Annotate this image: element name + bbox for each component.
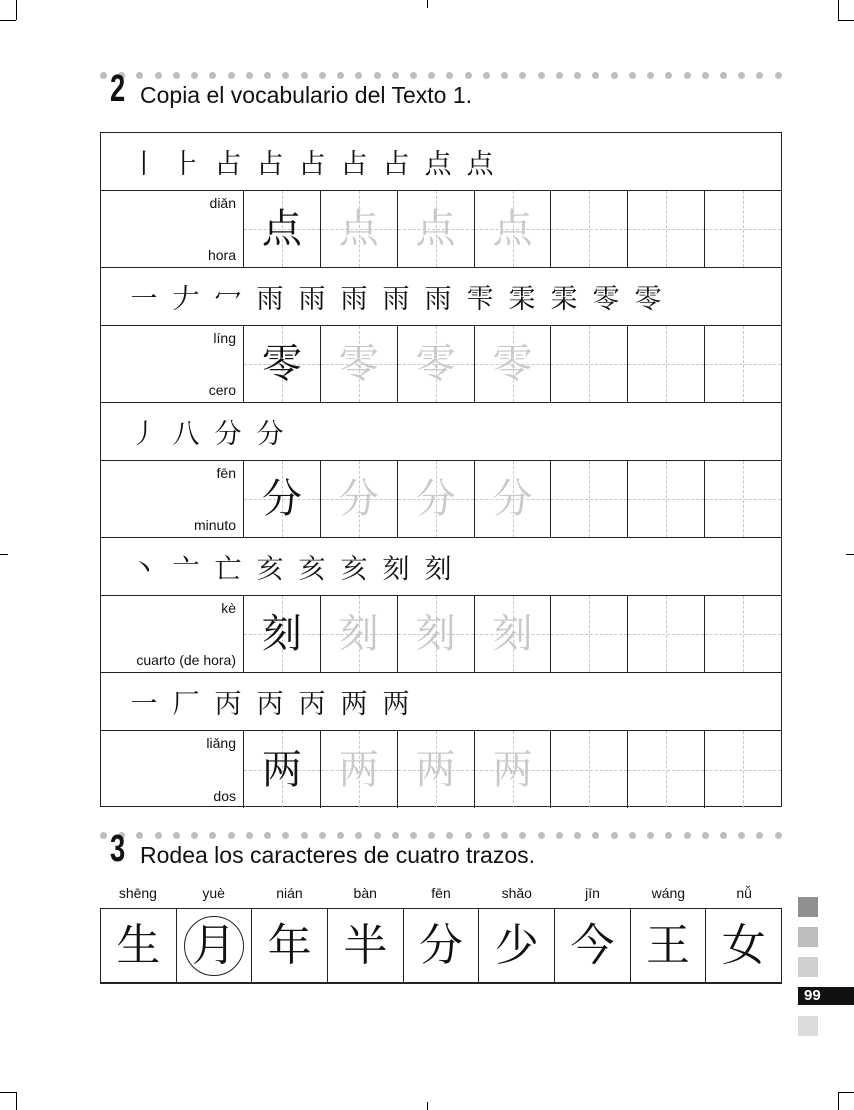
rule-dot [355,72,362,79]
rule-dot [282,832,289,839]
vocab-meaning: cero [208,382,236,398]
stroke-step: 雨 [256,284,284,315]
rule-dot [155,72,162,79]
model-character: 刻 [261,611,302,657]
page-number: 99 [798,987,854,1005]
writing-boxes [244,191,781,267]
dotted-rule [100,72,782,80]
stroke-step: 厂 [172,689,200,720]
model-character-box [244,191,321,267]
trace-character-box [321,461,398,537]
character: 女 [721,919,766,971]
side-tab [798,897,818,917]
crop-mark-bottom-right [838,1092,854,1093]
trace-character-box [321,596,398,672]
model-character-box [244,326,321,402]
trace-character-box [475,596,552,672]
trace-character: 两 [492,746,533,793]
stroke-step: 丶 [130,554,158,585]
rule-dot [191,72,198,79]
character-cell[interactable] [404,909,480,982]
stroke-step: 一 [130,689,158,720]
stroke-step: 占 [382,149,410,180]
rule-dot [592,832,599,839]
character-pinyin: bàn [353,885,377,901]
stroke-step: 点 [424,149,452,180]
stroke-step: 丙 [256,689,284,720]
rule-dot [428,832,435,839]
trace-character: 刻 [338,611,379,657]
rule-dot [538,832,545,839]
section-title: Rodea los caracteres de cuatro trazos. [140,842,536,868]
rule-dot [647,72,654,79]
character: 少 [494,919,539,971]
rule-dot [191,832,198,839]
stroke-step: 亥 [256,554,284,585]
stroke-step: 占 [298,149,326,180]
rule-dot [264,72,271,79]
empty-writing-box[interactable] [551,731,628,808]
crop-mark-top-right [838,20,854,21]
rule-dot [465,832,472,839]
trace-character-box [475,191,552,267]
trace-character: 分 [492,476,533,522]
trace-character: 刻 [415,611,456,657]
rule-dot [519,72,526,79]
rule-dot [100,72,107,79]
stroke-step: 丙 [214,689,242,720]
stroke-order-row [101,538,781,596]
stroke-step: 雫 [466,284,494,315]
vocab-label [101,326,244,402]
rule-dot [720,72,727,79]
model-character: 点 [261,206,302,252]
rule-dot [684,72,691,79]
empty-writing-box[interactable] [705,731,781,808]
writing-boxes [244,731,781,808]
rule-dot [319,832,326,839]
stroke-step: 雨 [424,284,452,315]
stroke-step: 分 [214,419,242,450]
trace-character-box [475,731,552,808]
character-cell[interactable] [328,909,404,982]
character-pinyin: shēng [118,885,157,901]
trace-character: 两 [338,746,379,793]
character-pinyin: nǚ [736,885,752,901]
rule-dot [629,832,636,839]
trace-character-box [398,191,475,267]
stroke-step: 刻 [382,554,410,585]
trace-character: 零 [492,341,533,387]
stroke-step: 分 [256,419,284,450]
empty-writing-box[interactable] [551,461,628,537]
empty-writing-box[interactable] [628,461,705,537]
character-pinyin: nián [276,885,303,901]
dotted-rule [100,832,782,840]
rule-dot [738,832,745,839]
trace-character: 刻 [492,611,533,657]
pinyin-row [100,885,782,907]
empty-writing-box[interactable] [705,191,781,267]
vocab-meaning: hora [207,247,236,263]
rule-dot [136,72,143,79]
model-character-box [244,731,321,808]
writing-boxes [244,326,781,402]
model-character-box [244,461,321,537]
rule-dot [374,72,381,79]
crop-mark-left-middle [0,554,8,555]
rule-dot [301,72,308,79]
stroke-step: 冖 [214,284,242,315]
stroke-order-row [101,268,781,326]
trace-character: 分 [338,476,379,522]
crop-mark-bottom-right [838,1092,839,1110]
empty-writing-box[interactable] [551,326,628,402]
empty-writing-box[interactable] [705,326,781,402]
rule-dot [155,832,162,839]
rule-dot [337,72,344,79]
trace-character-box [475,461,552,537]
rule-dot [756,832,763,839]
stroke-count-grid [100,885,782,984]
trace-character-box [398,326,475,402]
character-cell[interactable] [706,909,781,982]
empty-writing-box[interactable] [705,596,781,672]
vocab-meaning: dos [213,788,236,804]
crop-mark-right-middle [846,554,854,555]
stroke-step: 占 [214,149,242,180]
model-character: 两 [261,746,302,793]
stroke-step: 亥 [298,554,326,585]
vocab-label [101,731,244,808]
character-cell[interactable] [479,909,555,982]
crop-mark-bottom-left [16,1092,17,1110]
character-cell[interactable] [101,909,177,982]
trace-character-box [475,326,552,402]
writing-boxes [244,596,781,672]
rule-dot [756,72,763,79]
rule-dot [410,832,417,839]
stroke-step: 𠂇 [172,284,200,315]
stroke-step: 亠 [172,554,200,585]
stroke-step: 两 [382,689,410,720]
model-character-box [244,596,321,672]
trace-character-box [398,731,475,808]
trace-character-box [321,731,398,808]
empty-writing-box[interactable] [628,326,705,402]
vocab-pinyin: diǎn [209,195,236,211]
rule-dot [209,832,216,839]
stroke-step: 亡 [214,554,242,585]
rule-dot [100,832,107,839]
empty-writing-box[interactable] [551,191,628,267]
stroke-step: 雨 [340,284,368,315]
rule-dot [556,72,563,79]
character: 月 [192,919,236,971]
rule-dot [228,72,235,79]
rule-dot [775,72,782,79]
rule-dot [665,832,672,839]
rule-dot [282,72,289,79]
rule-dot [446,832,453,839]
rule-dot [702,72,709,79]
stroke-step: ⺊ [172,149,200,180]
rule-dot [629,72,636,79]
rule-dot [355,832,362,839]
model-character: 零 [261,341,302,387]
character-pinyin: fēn [431,885,451,901]
character: 生 [116,919,161,971]
crop-mark-bottom-center [427,1102,428,1110]
rule-dot [246,72,253,79]
vocab-label [101,191,244,267]
stroke-order-row [101,133,781,191]
rule-dot [574,832,581,839]
stroke-step: 雨 [382,284,410,315]
character-cell[interactable] [631,909,707,982]
rule-dot [209,72,216,79]
rule-dot [319,72,326,79]
empty-writing-box[interactable] [705,461,781,537]
rule-dot [538,72,545,79]
writing-boxes [244,461,781,537]
trace-character: 两 [415,746,456,793]
stroke-step: 零 [634,284,662,315]
empty-writing-box[interactable] [628,596,705,672]
stroke-step: 雬 [550,284,578,315]
character-pinyin: jīn [585,885,600,901]
empty-writing-box[interactable] [551,596,628,672]
character: 今 [570,919,615,971]
practice-row [101,731,781,808]
practice-row [101,191,781,268]
rule-dot [556,832,563,839]
rule-dot [738,72,745,79]
character-cell[interactable] [177,909,253,982]
stroke-step: 雬 [508,284,536,315]
stroke-order-row [101,403,781,461]
rule-dot [228,832,235,839]
section-number: 3 [110,828,125,870]
character: 分 [419,919,464,971]
trace-character: 点 [492,206,533,252]
practice-row [101,596,781,673]
rule-dot [647,832,654,839]
stroke-step: 雨 [298,284,326,315]
empty-writing-box[interactable] [628,731,705,808]
rule-dot [374,832,381,839]
stroke-step: 亥 [340,554,368,585]
rule-dot [264,832,271,839]
rule-dot [465,72,472,79]
side-tab [798,957,818,977]
rule-dot [173,72,180,79]
vocab-meaning: minuto [193,517,236,533]
rule-dot [483,832,490,839]
rule-dot [684,832,691,839]
character: 王 [646,919,691,971]
crop-mark-top-left [16,0,17,20]
character: 年 [267,919,312,971]
rule-dot [611,72,618,79]
crop-mark-top-center [427,0,428,8]
trace-character: 零 [415,341,456,387]
rule-dot [483,72,490,79]
trace-character: 分 [415,476,456,522]
practice-row [101,461,781,538]
section-title: Copia el vocabulario del Texto 1. [140,82,473,108]
section-2-header [100,68,782,112]
crop-mark-bottom-left [0,1092,16,1093]
rule-dot [611,832,618,839]
stroke-step: 丙 [298,689,326,720]
rule-dot [428,72,435,79]
rule-dot [574,72,581,79]
side-tab [798,927,818,947]
trace-character: 点 [338,206,379,252]
model-character: 分 [261,476,302,522]
stroke-step: 占 [256,149,284,180]
stroke-step: 刻 [424,554,452,585]
stroke-step: 丿 [130,419,158,450]
stroke-step: 八 [172,419,200,450]
crop-mark-top-left [0,20,16,21]
character-cell[interactable] [252,909,328,982]
stroke-order-row [101,673,781,731]
rule-dot [337,832,344,839]
rule-dot [519,832,526,839]
vocabulary-copy-table [100,132,782,807]
character: 半 [343,919,388,971]
rule-dot [392,832,399,839]
trace-character-box [321,191,398,267]
rule-dot [246,832,253,839]
rule-dot [173,832,180,839]
stroke-step: 一 [130,284,158,315]
trace-character: 零 [338,341,379,387]
trace-character-box [398,461,475,537]
rule-dot [446,72,453,79]
rule-dot [136,832,143,839]
rule-dot [501,832,508,839]
trace-character-box [321,326,398,402]
vocab-pinyin: kè [221,600,236,616]
side-tab [798,1016,818,1036]
vocab-pinyin: liǎng [206,735,236,751]
section-number: 2 [110,68,125,110]
vocab-pinyin: fēn [216,465,236,481]
section-3-header [100,828,782,872]
rule-dot [301,832,308,839]
stroke-step: 两 [340,689,368,720]
rule-dot [702,832,709,839]
vocab-pinyin: líng [213,330,236,346]
vocab-label [101,461,244,537]
vocab-label [101,596,244,672]
character-pinyin: wáng [651,885,686,901]
rule-dot [410,72,417,79]
trace-character: 点 [415,206,456,252]
character-pinyin: yuè [202,885,225,901]
rule-dot [501,72,508,79]
vocab-meaning: cuarto (de hora) [136,652,236,668]
stroke-step: 零 [592,284,620,315]
trace-character-box [398,596,475,672]
rule-dot [665,72,672,79]
crop-mark-top-right [838,0,839,20]
stroke-step: 占 [340,149,368,180]
practice-row [101,326,781,403]
rule-dot [392,72,399,79]
rule-dot [775,832,782,839]
character-row [100,908,782,984]
empty-writing-box[interactable] [628,191,705,267]
stroke-step: 丨 [130,149,158,180]
character-pinyin: shǎo [501,885,532,901]
stroke-step: 点 [466,149,494,180]
character-cell[interactable] [555,909,631,982]
rule-dot [720,832,727,839]
rule-dot [592,72,599,79]
